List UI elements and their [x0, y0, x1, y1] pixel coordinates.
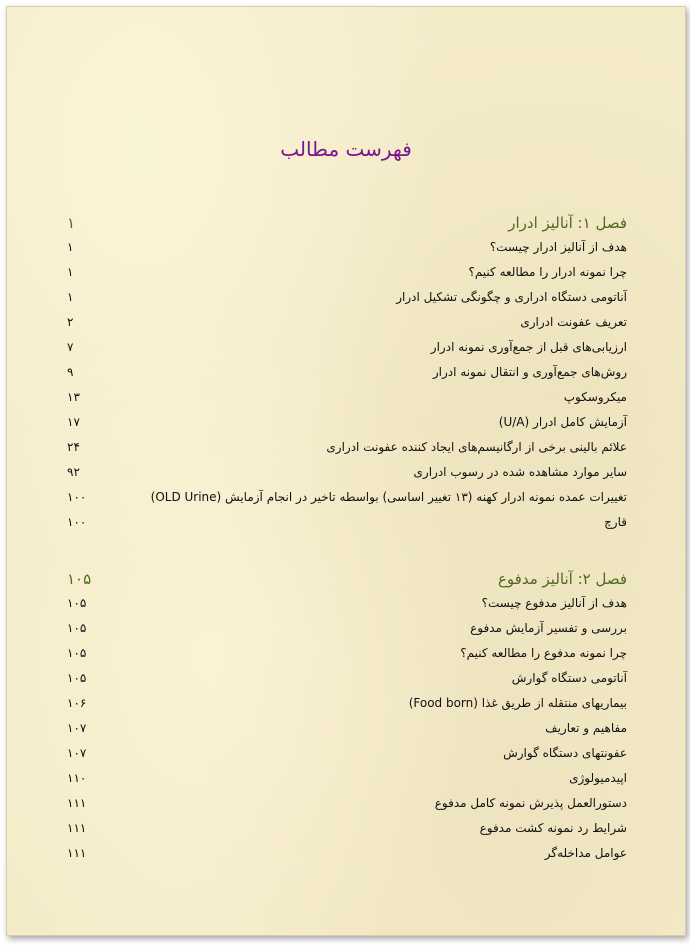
- toc-entry-label: شرایط رد نمونه کشت مدفوع: [479, 821, 627, 835]
- page-number: ۲: [67, 315, 74, 329]
- toc-entry: [67, 390, 627, 410]
- toc-entry: [67, 290, 627, 310]
- toc-entry: [67, 265, 627, 285]
- page-number: ۱۷: [67, 415, 80, 429]
- toc-entry: [67, 696, 627, 716]
- toc-entry: [67, 821, 627, 841]
- page-number: ۱۱۱: [67, 796, 87, 810]
- toc-entry-label: هدف از آنالیز مدفوع چیست؟: [481, 596, 627, 610]
- toc-entry-label: عفونتهای دستگاه گوارش: [503, 746, 627, 760]
- page-number: ۱۰۷: [67, 721, 87, 735]
- page-number: ۹۲: [67, 465, 80, 479]
- page-number: ۱۰۵: [67, 596, 87, 610]
- page-number: ۱: [67, 214, 76, 232]
- page-number: ۱۰۵: [67, 671, 87, 685]
- toc-entry-label: اپیدمیولوژی: [569, 771, 627, 785]
- toc-entry-label: علائم بالینی برخی از ارگانیسم‌های ایجاد کننده عفونت ادراری: [326, 440, 627, 454]
- toc-entry-label: مفاهیم و تعاریف: [545, 721, 627, 735]
- chapter-heading: [67, 570, 627, 590]
- toc-entry-label: آناتومی دستگاه ادراری و چگونگی تشکیل ادرار: [396, 290, 627, 304]
- toc-entry: [67, 846, 627, 866]
- toc-entry-label: سایر موارد مشاهده شده در رسوب ادراری: [413, 465, 627, 479]
- toc-entry: [67, 515, 627, 535]
- toc-entry-label: آزمایش کامل ادرار (U/A): [498, 415, 627, 429]
- toc-entry: [67, 671, 627, 691]
- page-number: ۱: [67, 240, 74, 254]
- toc-entry: [67, 721, 627, 741]
- page-number: ۱۰۷: [67, 746, 87, 760]
- toc-entry: [67, 415, 627, 435]
- toc-entry-label: عوامل مداخله‌گر: [544, 846, 627, 860]
- page-number: ۱۰۵: [67, 570, 92, 588]
- toc-entry: [67, 465, 627, 485]
- chapter-heading: [67, 214, 627, 234]
- page-number: ۱۱۰: [67, 771, 87, 785]
- toc-entry: [67, 490, 627, 510]
- toc-entry: [67, 646, 627, 666]
- page-number: ۲۴: [67, 440, 80, 454]
- page-number: ۱۰۰: [67, 515, 87, 529]
- toc-entry-label: دستورالعمل پذیرش نمونه کامل مدفوع: [434, 796, 627, 810]
- toc-entry: [67, 440, 627, 460]
- page-number: ۹: [67, 365, 74, 379]
- toc-entry-label: میکروسکوپ: [563, 390, 627, 404]
- page-number: ۱۱۱: [67, 846, 87, 860]
- page-number: ۱۰۵: [67, 621, 87, 635]
- toc-entry: [67, 746, 627, 766]
- page-title: فهرست مطالب: [280, 137, 412, 161]
- toc-entry: [67, 771, 627, 791]
- page-number: ۱: [67, 290, 74, 304]
- toc-entry-label: بررسی و تفسیر آزمایش مدفوع: [470, 621, 627, 635]
- toc-entry-label: تعریف عفونت ادراری: [520, 315, 627, 329]
- page-number: ۱۰۰: [67, 490, 87, 504]
- toc-entry-label: هدف از آنالیز ادرار چیست؟: [489, 240, 627, 254]
- toc-entry: [67, 340, 627, 360]
- toc-entry: [67, 596, 627, 616]
- toc-entry: [67, 365, 627, 385]
- toc-entry: [67, 240, 627, 260]
- toc-entry-label: قارچ: [604, 515, 627, 529]
- toc-entry-label: چرا نمونه ادرار را مطالعه کنیم؟: [468, 265, 627, 279]
- chapter-title: فصل ۲: آنالیز مدفوع: [497, 570, 627, 588]
- toc-entry: [67, 796, 627, 816]
- page-number: ۱۰۶: [67, 696, 87, 710]
- chapter-title: فصل ۱: آنالیز ادرار: [508, 214, 627, 232]
- toc-entry-label: بیماریهای منتقله از طریق غذا (Food born): [408, 696, 627, 710]
- page-number: ۱: [67, 265, 74, 279]
- toc-entry-label: ارزیابی‌های قبل از جمع‌آوری نمونه ادرار: [430, 340, 627, 354]
- toc-entry: [67, 621, 627, 641]
- toc-entry-label: چرا نمونه مدفوع را مطالعه کنیم؟: [460, 646, 627, 660]
- toc-entry: [67, 315, 627, 335]
- page-number: ۱۰۵: [67, 646, 87, 660]
- toc-entry-label: روش‌های جمع‌آوری و انتقال نمونه ادرار: [432, 365, 627, 379]
- page-number: ۱۳: [67, 390, 80, 404]
- page-number: ۱۱۱: [67, 821, 87, 835]
- page-number: ۷: [67, 340, 74, 354]
- toc-entry-label: آناتومی دستگاه گوارش: [511, 671, 627, 685]
- toc-entry-label: تغییرات عمده نمونه ادرار کهنه (۱۳ تغییر اساسی) بواسطه تاخیر در انجام آزمایش (OLD Urine): [150, 490, 627, 504]
- document-page: [6, 6, 686, 936]
